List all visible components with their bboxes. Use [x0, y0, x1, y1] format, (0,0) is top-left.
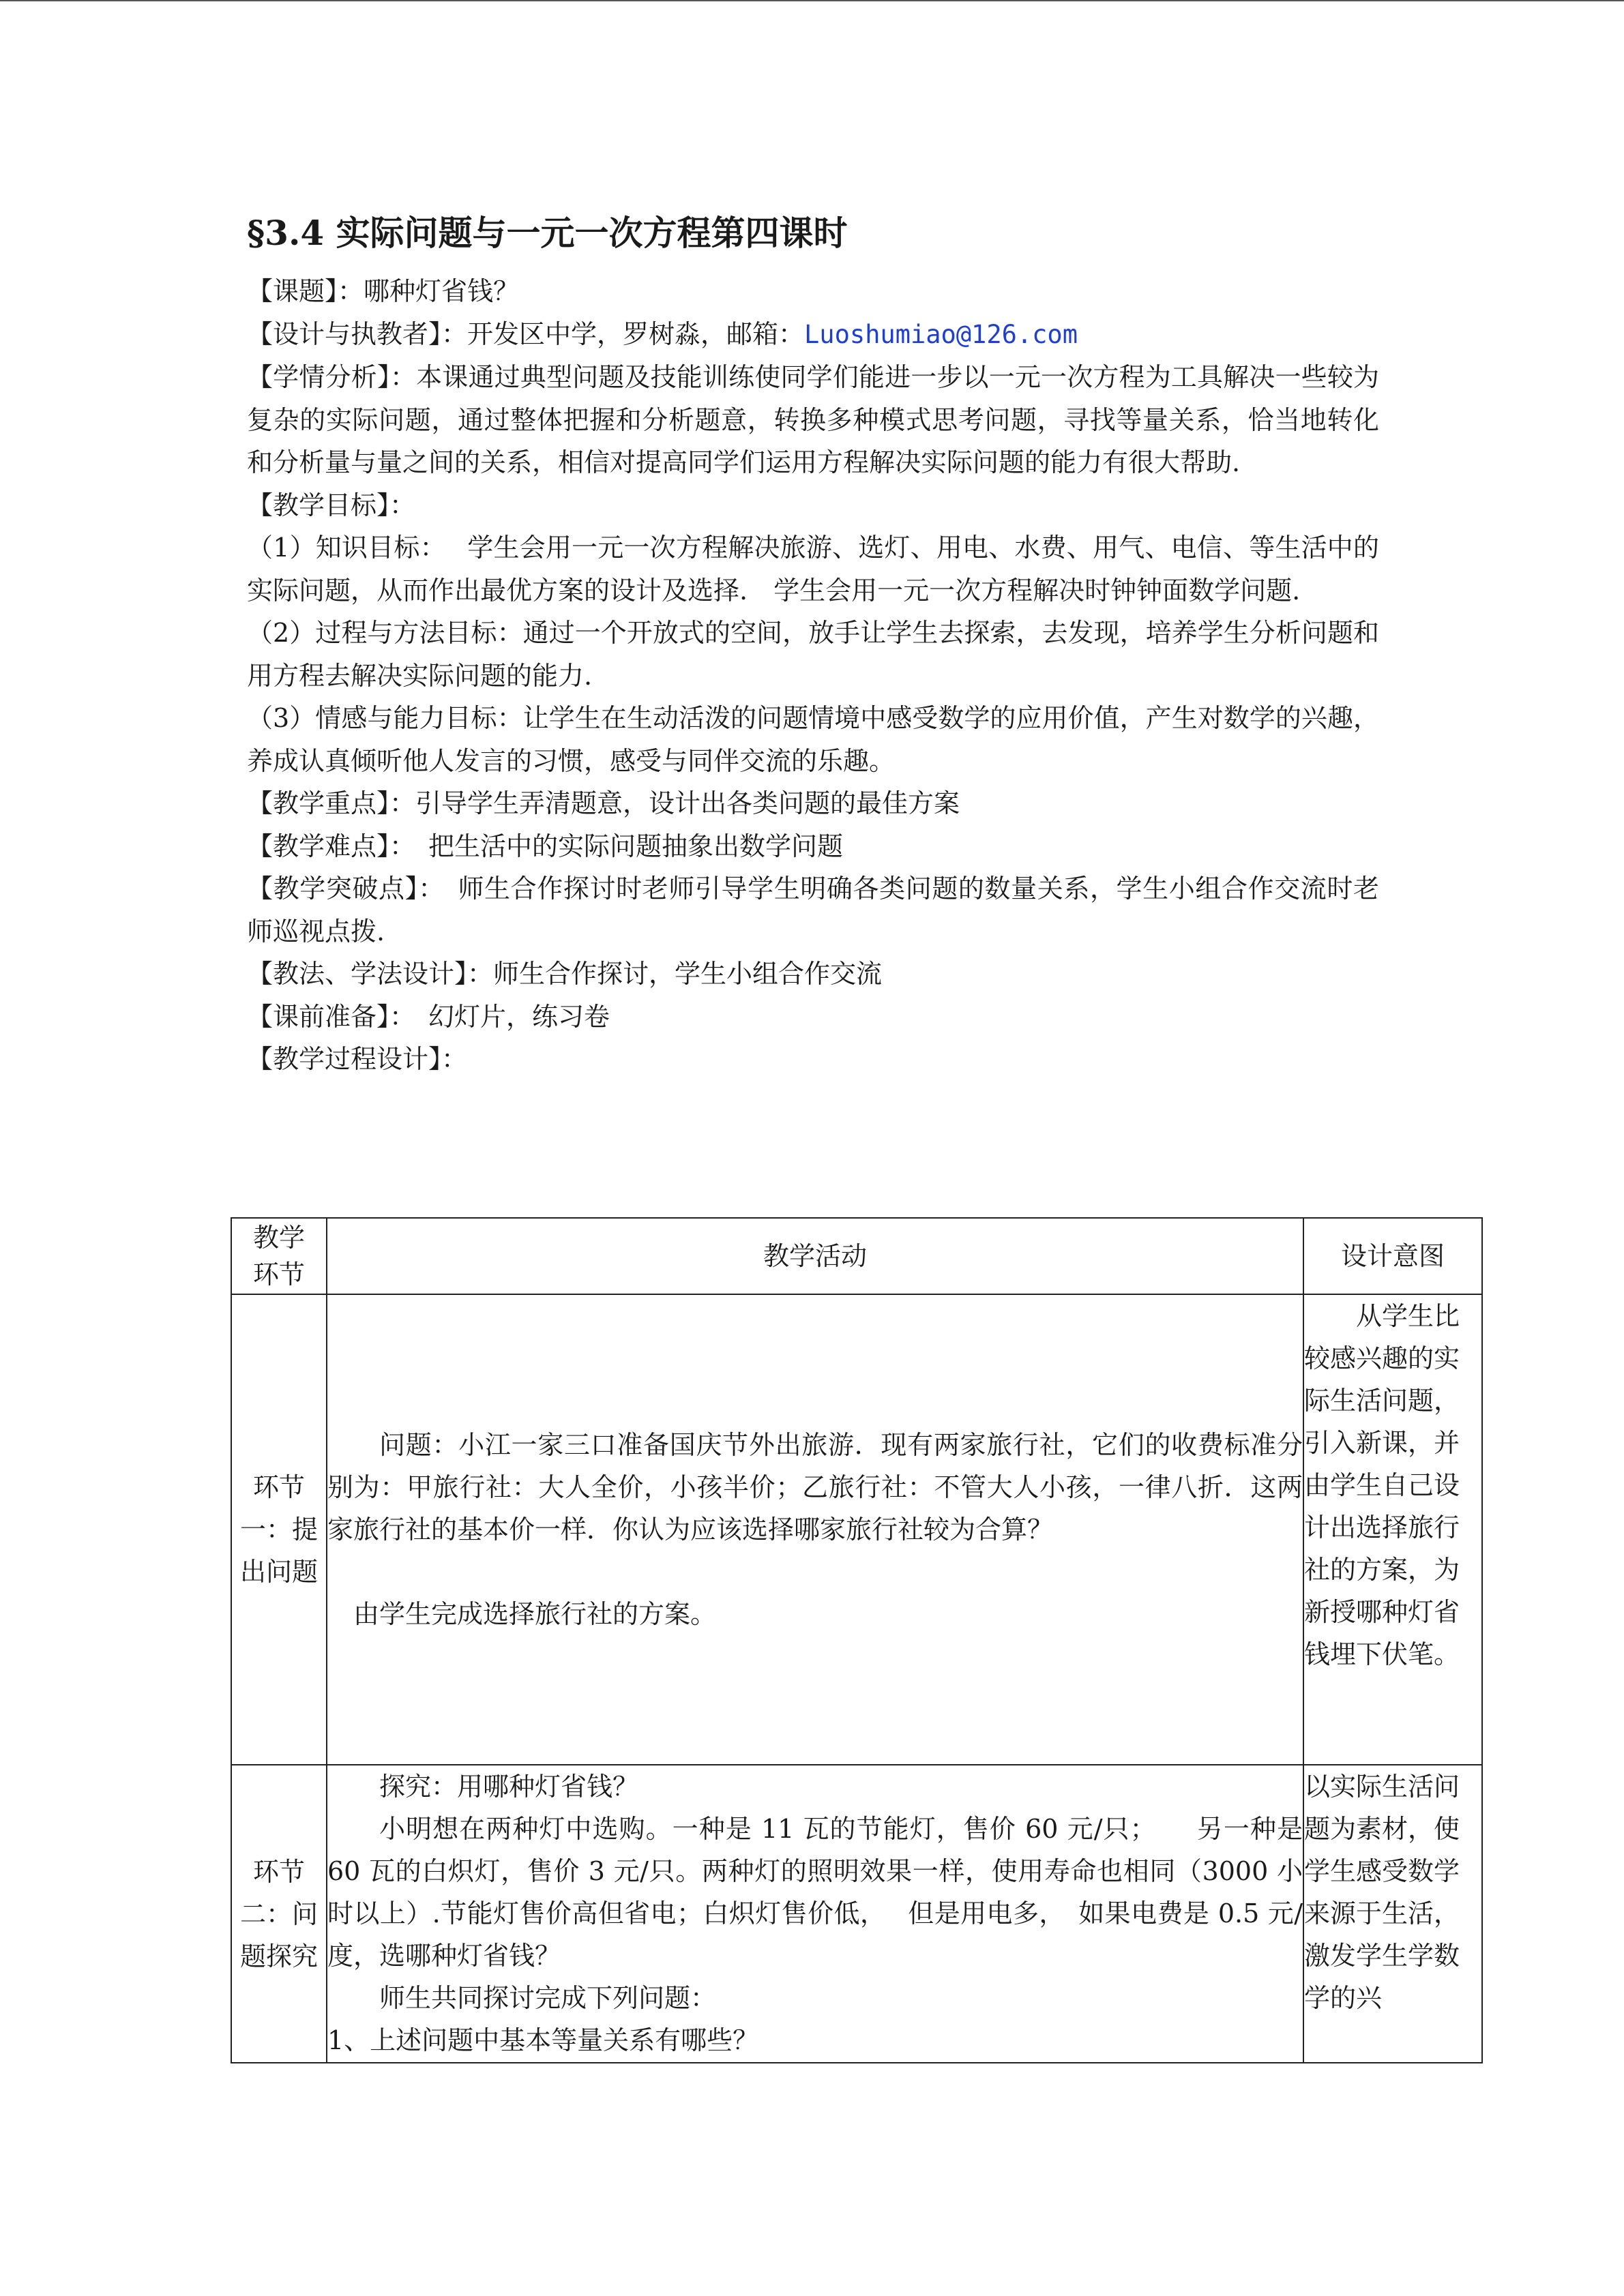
table-row	[231, 1765, 1482, 2063]
activity-problem: 问题：小江一家三口准备国庆节外出旅游．现有两家旅行社，它们的收费标准分别为：甲旅行社：大人全价，小孩半价；乙旅行社：不管大人小孩，一律八折．这两家旅行社的基本价一样．你认为应该选择哪家旅行社较为合算？	[327, 1430, 1303, 1545]
intent-text: 以实际生活问题为素材，使学生感受数学来源于生活，激发学生学数学的兴	[1304, 1772, 1460, 2013]
goal-knowledge: （1）知识目标： 学生会用一元一次方程解决旅游、选灯、用电、水费、用气、电信、等生活中的实际问题，从而作出最优方案的设计及选择. 学生会用一元一次方程解决时钟钟面数学问题.	[247, 533, 1379, 606]
table-header-row	[231, 1218, 1482, 1294]
page-title: §3.4 实际问题与一元一次方程第四课时	[247, 213, 848, 253]
page-top-border	[0, 0, 1624, 1]
activity-question: 探究：用哪种灯省钱？	[379, 1772, 639, 1802]
header-activity: 教学活动	[327, 1218, 1303, 1294]
goals-heading: 【教学目标】：	[247, 490, 416, 520]
activity-cell	[327, 1765, 1303, 2063]
header-stage: 教学环节	[231, 1218, 327, 1294]
intent-cell	[1303, 1294, 1482, 1765]
activity-problem: 小明想在两种灯中选购。一种是 11 瓦的节能灯，售价 60 元/只； 另一种是 60 瓦的白炽灯，售价 3 元/只。两种灯的照明效果一样，使用寿命也相同（3000 小时以上）.节能灯售价高但省电；白炽灯售价低， 但是用电多， 如果电费是 0.5 元/度，选哪种灯省钱？	[327, 1814, 1303, 1971]
breakthrough-paragraph: 【教学突破点】： 师生合作探讨时老师引导学生明确各类问题的数量关系，学生小组合作交流时老师巡视点拨.	[247, 874, 1379, 946]
stage-cell: 环节二：问题探究	[231, 1765, 327, 2063]
spacer	[327, 1551, 1303, 1593]
document-body	[247, 206, 1379, 1081]
email-link[interactable]: Luoshumiao@126.com	[804, 319, 1078, 349]
analysis-paragraph: 【学情分析】：本课通过典型问题及技能训练使同学们能进一步以一元一次方程为工具解决一些较为复杂的实际问题，通过整体把握和分析题意，转换多种模式思考问题，寻找等量关系，恰当地转化和分析量与量之间的关系，相信对提高同学们运用方程解决实际问题的能力有很大帮助.	[247, 362, 1379, 477]
designer-label: 【设计与执教者】：开发区中学，罗树淼，邮箱：	[247, 318, 805, 349]
header-intent: 设计意图	[1303, 1218, 1482, 1294]
intent-cell	[1303, 1765, 1482, 2063]
topic-line: 【课题】：哪种灯省钱？	[247, 276, 520, 306]
goal-process: （2）过程与方法目标：通过一个开放式的空间，放手让学生去探索，去发现，培养学生分析问题和用方程去解决实际问题的能力.	[247, 618, 1379, 691]
preparation-line: 【课前准备】： 幻灯片，练习卷	[247, 1001, 610, 1032]
methods-line: 【教法、学法设计】：师生合作探讨，学生小组合作交流	[247, 959, 883, 989]
goal-emotion: （3）情感与能力目标：让学生在生动活泼的问题情境中感受数学的应用价值，产生对数学的兴趣，养成认真倾听他人发言的习惯，感受与同伴交流的乐趣。	[247, 703, 1379, 776]
lesson-plan-table	[231, 1217, 1483, 2063]
table-row	[231, 1294, 1482, 1765]
key-points-line: 【教学重点】：引导学生弄清题意，设计出各类问题的最佳方案	[247, 788, 960, 818]
intent-text: 从学生比较感兴趣的实际生活问题，引入新课，并由学生自己设计出选择旅行社的方案，为新授哪种灯省钱埋下伏笔。	[1304, 1301, 1460, 1669]
activity-cell	[327, 1294, 1303, 1765]
stage-cell: 环节一：提出问题	[231, 1294, 327, 1765]
activity-task: 由学生完成选择旅行社的方案。	[353, 1599, 717, 1629]
activity-instruction: 师生共同探讨完成下列问题：	[379, 1983, 717, 2013]
process-heading: 【教学过程设计】：	[247, 1044, 468, 1074]
designer-line	[247, 313, 1379, 357]
activity-question-list-item: 1、上述问题中基本等量关系有哪些？	[327, 2025, 759, 2055]
difficulties-line: 【教学难点】： 把生活中的实际问题抽象出数学问题	[247, 831, 844, 861]
